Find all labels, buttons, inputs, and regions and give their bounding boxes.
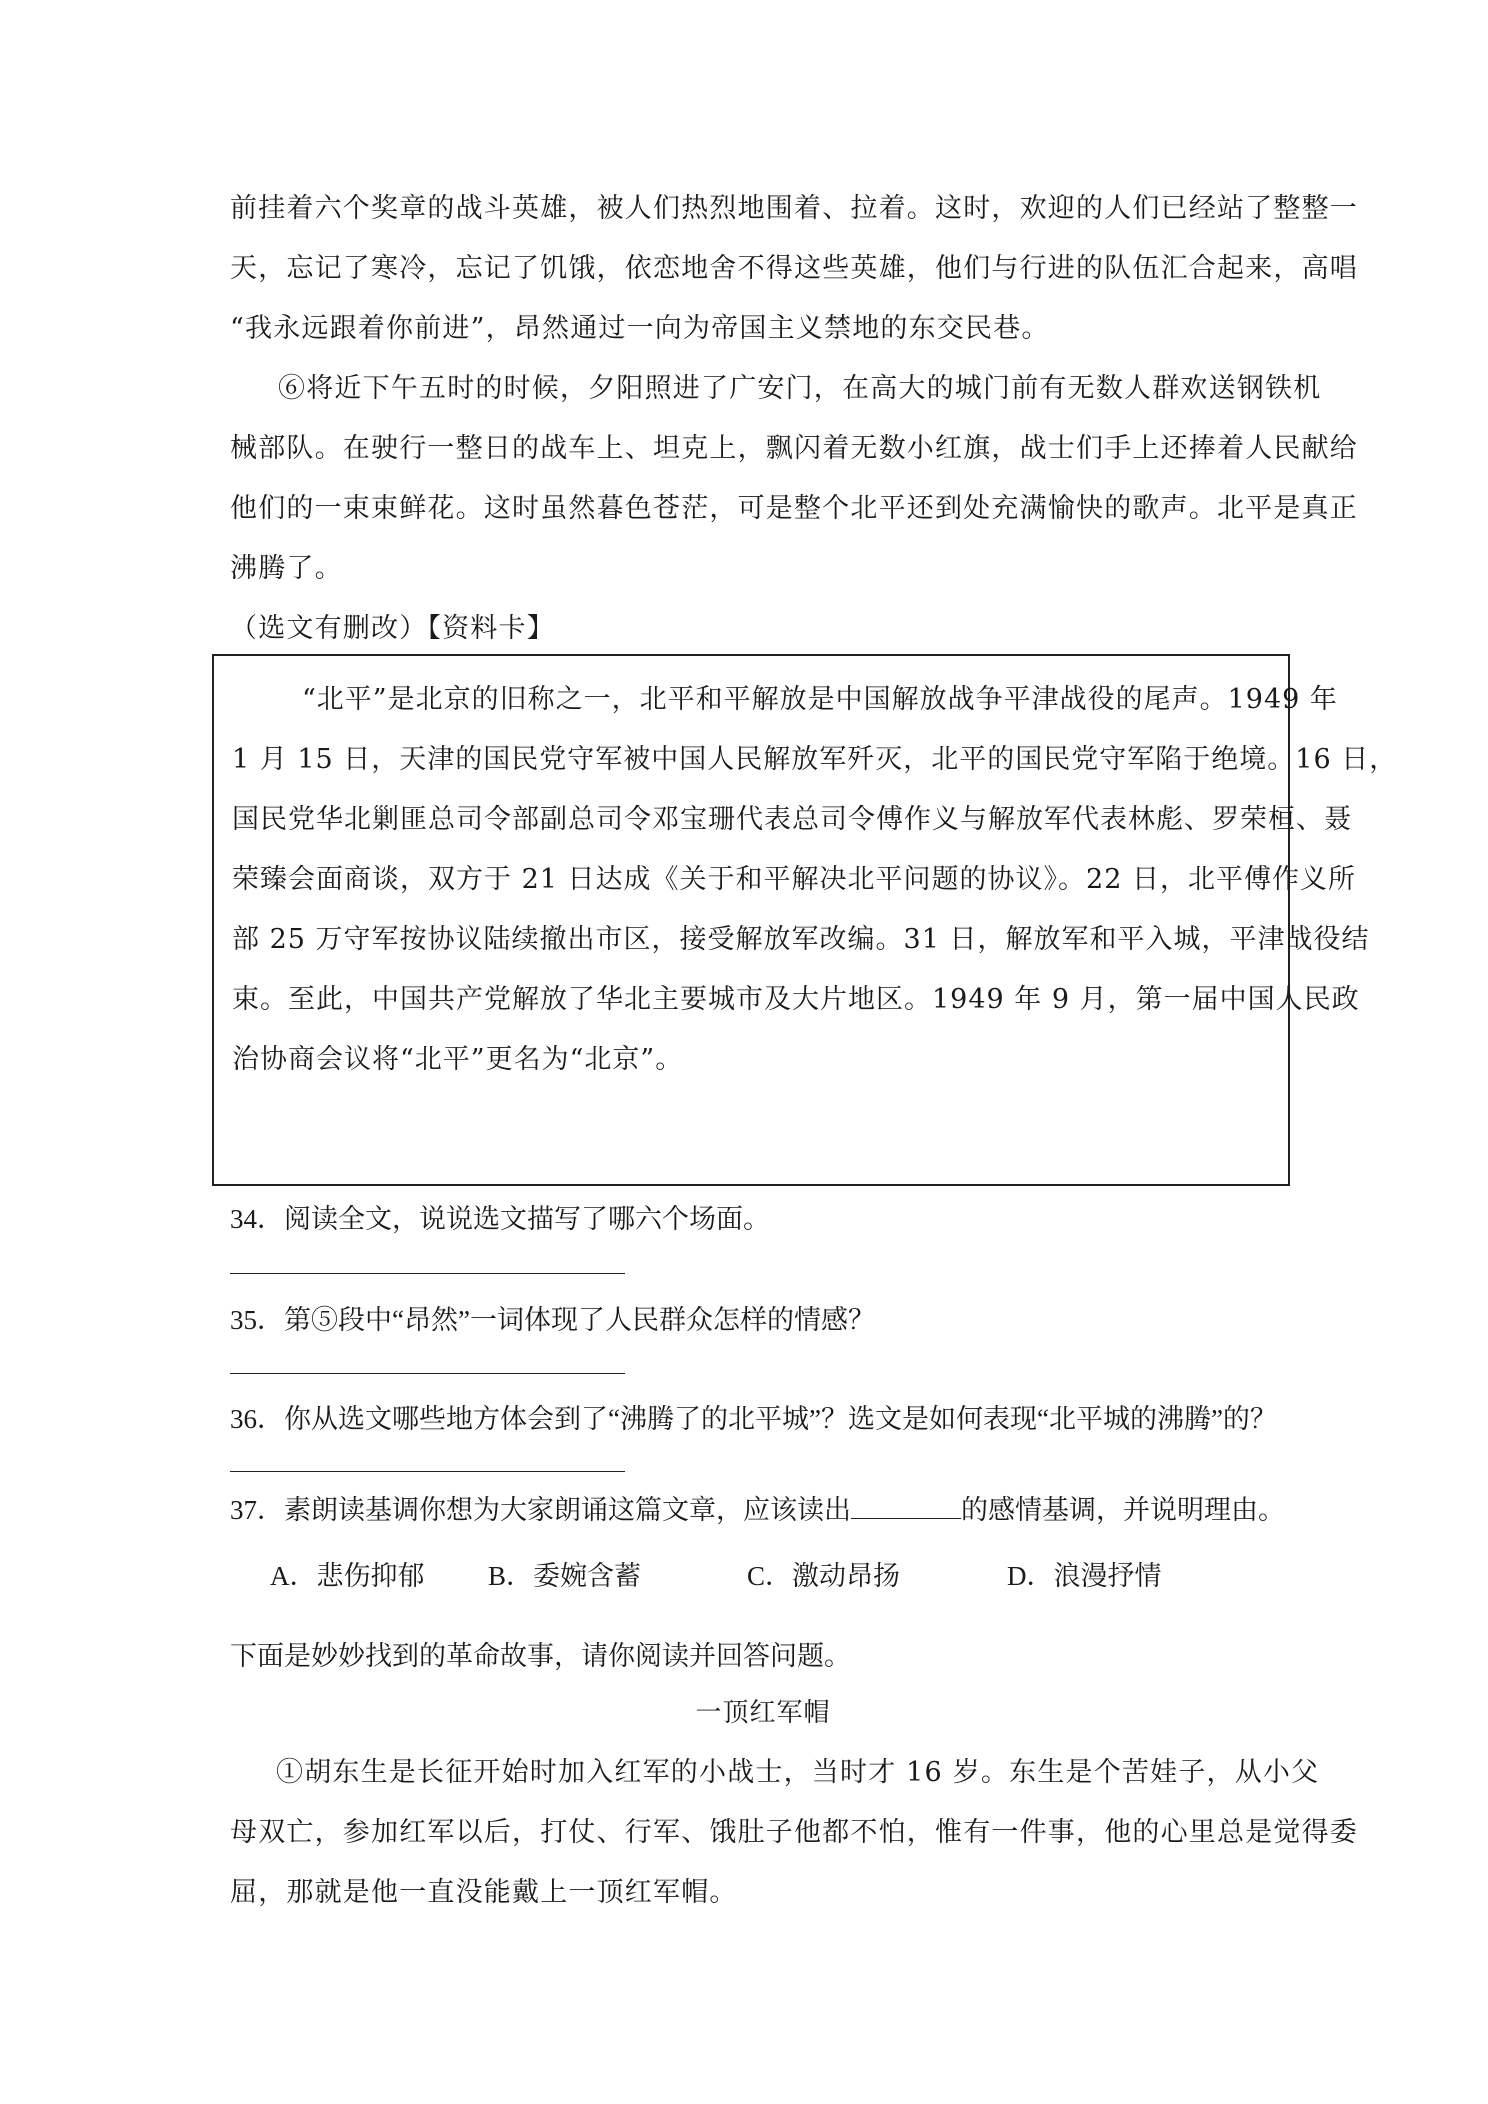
info-card-line: 部 25 万守军按协议陆续撤出市区，接受解放军改编。31 日，解放军和平入城，平津战役结 — [232, 924, 1370, 955]
info-card-line: 1 月 15 日，天津的国民党守军被中国人民解放军歼灭，北平的国民党守军陷于绝境。16 日， — [232, 744, 1398, 775]
option-a[interactable]: A．悲伤抑郁 — [270, 1561, 425, 1591]
answer-line-34[interactable] — [230, 1273, 625, 1274]
question-34: 34．阅读全文，说说选文描写了哪六个场面。 — [230, 1204, 770, 1234]
answer-line-36[interactable] — [230, 1471, 625, 1472]
question-36: 36．你从选文哪些地方体会到了“沸腾了的北平城”？选文是如何表现“北平城的沸腾”的？ — [230, 1404, 1277, 1434]
info-card-line: 国民党华北剿匪总司令部副总司令邓宝珊代表总司令傅作义与解放军代表林彪、罗荣桓、聂 — [232, 804, 1352, 835]
question-37-text-before: 37．素朗读基调你想为大家朗诵这篇文章，应该读出 — [230, 1495, 851, 1525]
passage-line: 械部队。在驶行一整日的战车上、坦克上，飘闪着无数小红旗，战士们手上还捧着人民献给 — [230, 433, 1358, 464]
passage-line: 沸腾了。 — [230, 553, 343, 584]
info-card-line: 荣臻会面商谈，双方于 21 日达成《关于和平解决北平问题的协议》。22 日，北平傅作义所 — [232, 864, 1356, 895]
story-title: 一顶红军帽 — [695, 1698, 831, 1728]
option-b[interactable]: B．委婉含蓄 — [488, 1561, 642, 1591]
option-d[interactable]: D．浪漫抒情 — [1007, 1561, 1162, 1591]
passage-line: 前挂着六个奖章的战斗英雄，被人们热烈地围着、拉着。这时，欢迎的人们已经站了整整一 — [230, 193, 1358, 224]
fill-in-blank[interactable] — [851, 1492, 961, 1519]
question-37 — [230, 1492, 1285, 1528]
info-card-line: “北平”是北京的旧称之一，北平和平解放是中国解放战争平津战役的尾声。1949 年 — [302, 684, 1338, 715]
passage-line: ⑥将近下午五时的时候，夕阳照进了广安门，在高大的城门前有无数人群欢送钢铁机 — [278, 373, 1322, 404]
question-35: 35．第⑤段中“昂然”一词体现了人民群众怎样的情感？ — [230, 1305, 875, 1335]
question-37-text-after: 的感情基调，并说明理由。 — [961, 1495, 1285, 1525]
story-intro: 下面是妙妙找到的革命故事，请你阅读并回答问题。 — [230, 1641, 851, 1671]
passage-line: 他们的一束束鲜花。这时虽然暮色苍茫，可是整个北平还到处充满愉快的歌声。北平是真正 — [230, 493, 1358, 524]
option-c[interactable]: C．激动昂扬 — [747, 1561, 901, 1591]
info-card-line: 束。至此，中国共产党解放了华北主要城市及大片地区。1949 年 9 月，第一届中国人民政 — [232, 984, 1360, 1015]
passage-line: 天，忘记了寒冷，忘记了饥饿，依恋地舍不得这些英雄，他们与行进的队伍汇合起来，高唱 — [230, 253, 1358, 284]
passage-line: “我永远跟着你前进”，昂然通过一向为帝国主义禁地的东交民巷。 — [230, 313, 1050, 344]
story-line: 屈，那就是他一直没能戴上一顶红军帽。 — [230, 1877, 738, 1908]
answer-line-35[interactable] — [230, 1373, 625, 1374]
source-note: （选文有删改）【资料卡】 — [230, 613, 555, 644]
story-line: 母双亡，参加红军以后，打仗、行军、饿肚子他都不怕，惟有一件事，他的心里总是觉得委 — [230, 1817, 1358, 1848]
info-card-line: 治协商会议将“北平”更名为“北京”。 — [232, 1044, 684, 1075]
story-line: ①胡东生是长征开始时加入红军的小战士，当时才 16 岁。东生是个苦娃子，从小父 — [276, 1757, 1320, 1788]
info-card — [212, 654, 1398, 1186]
